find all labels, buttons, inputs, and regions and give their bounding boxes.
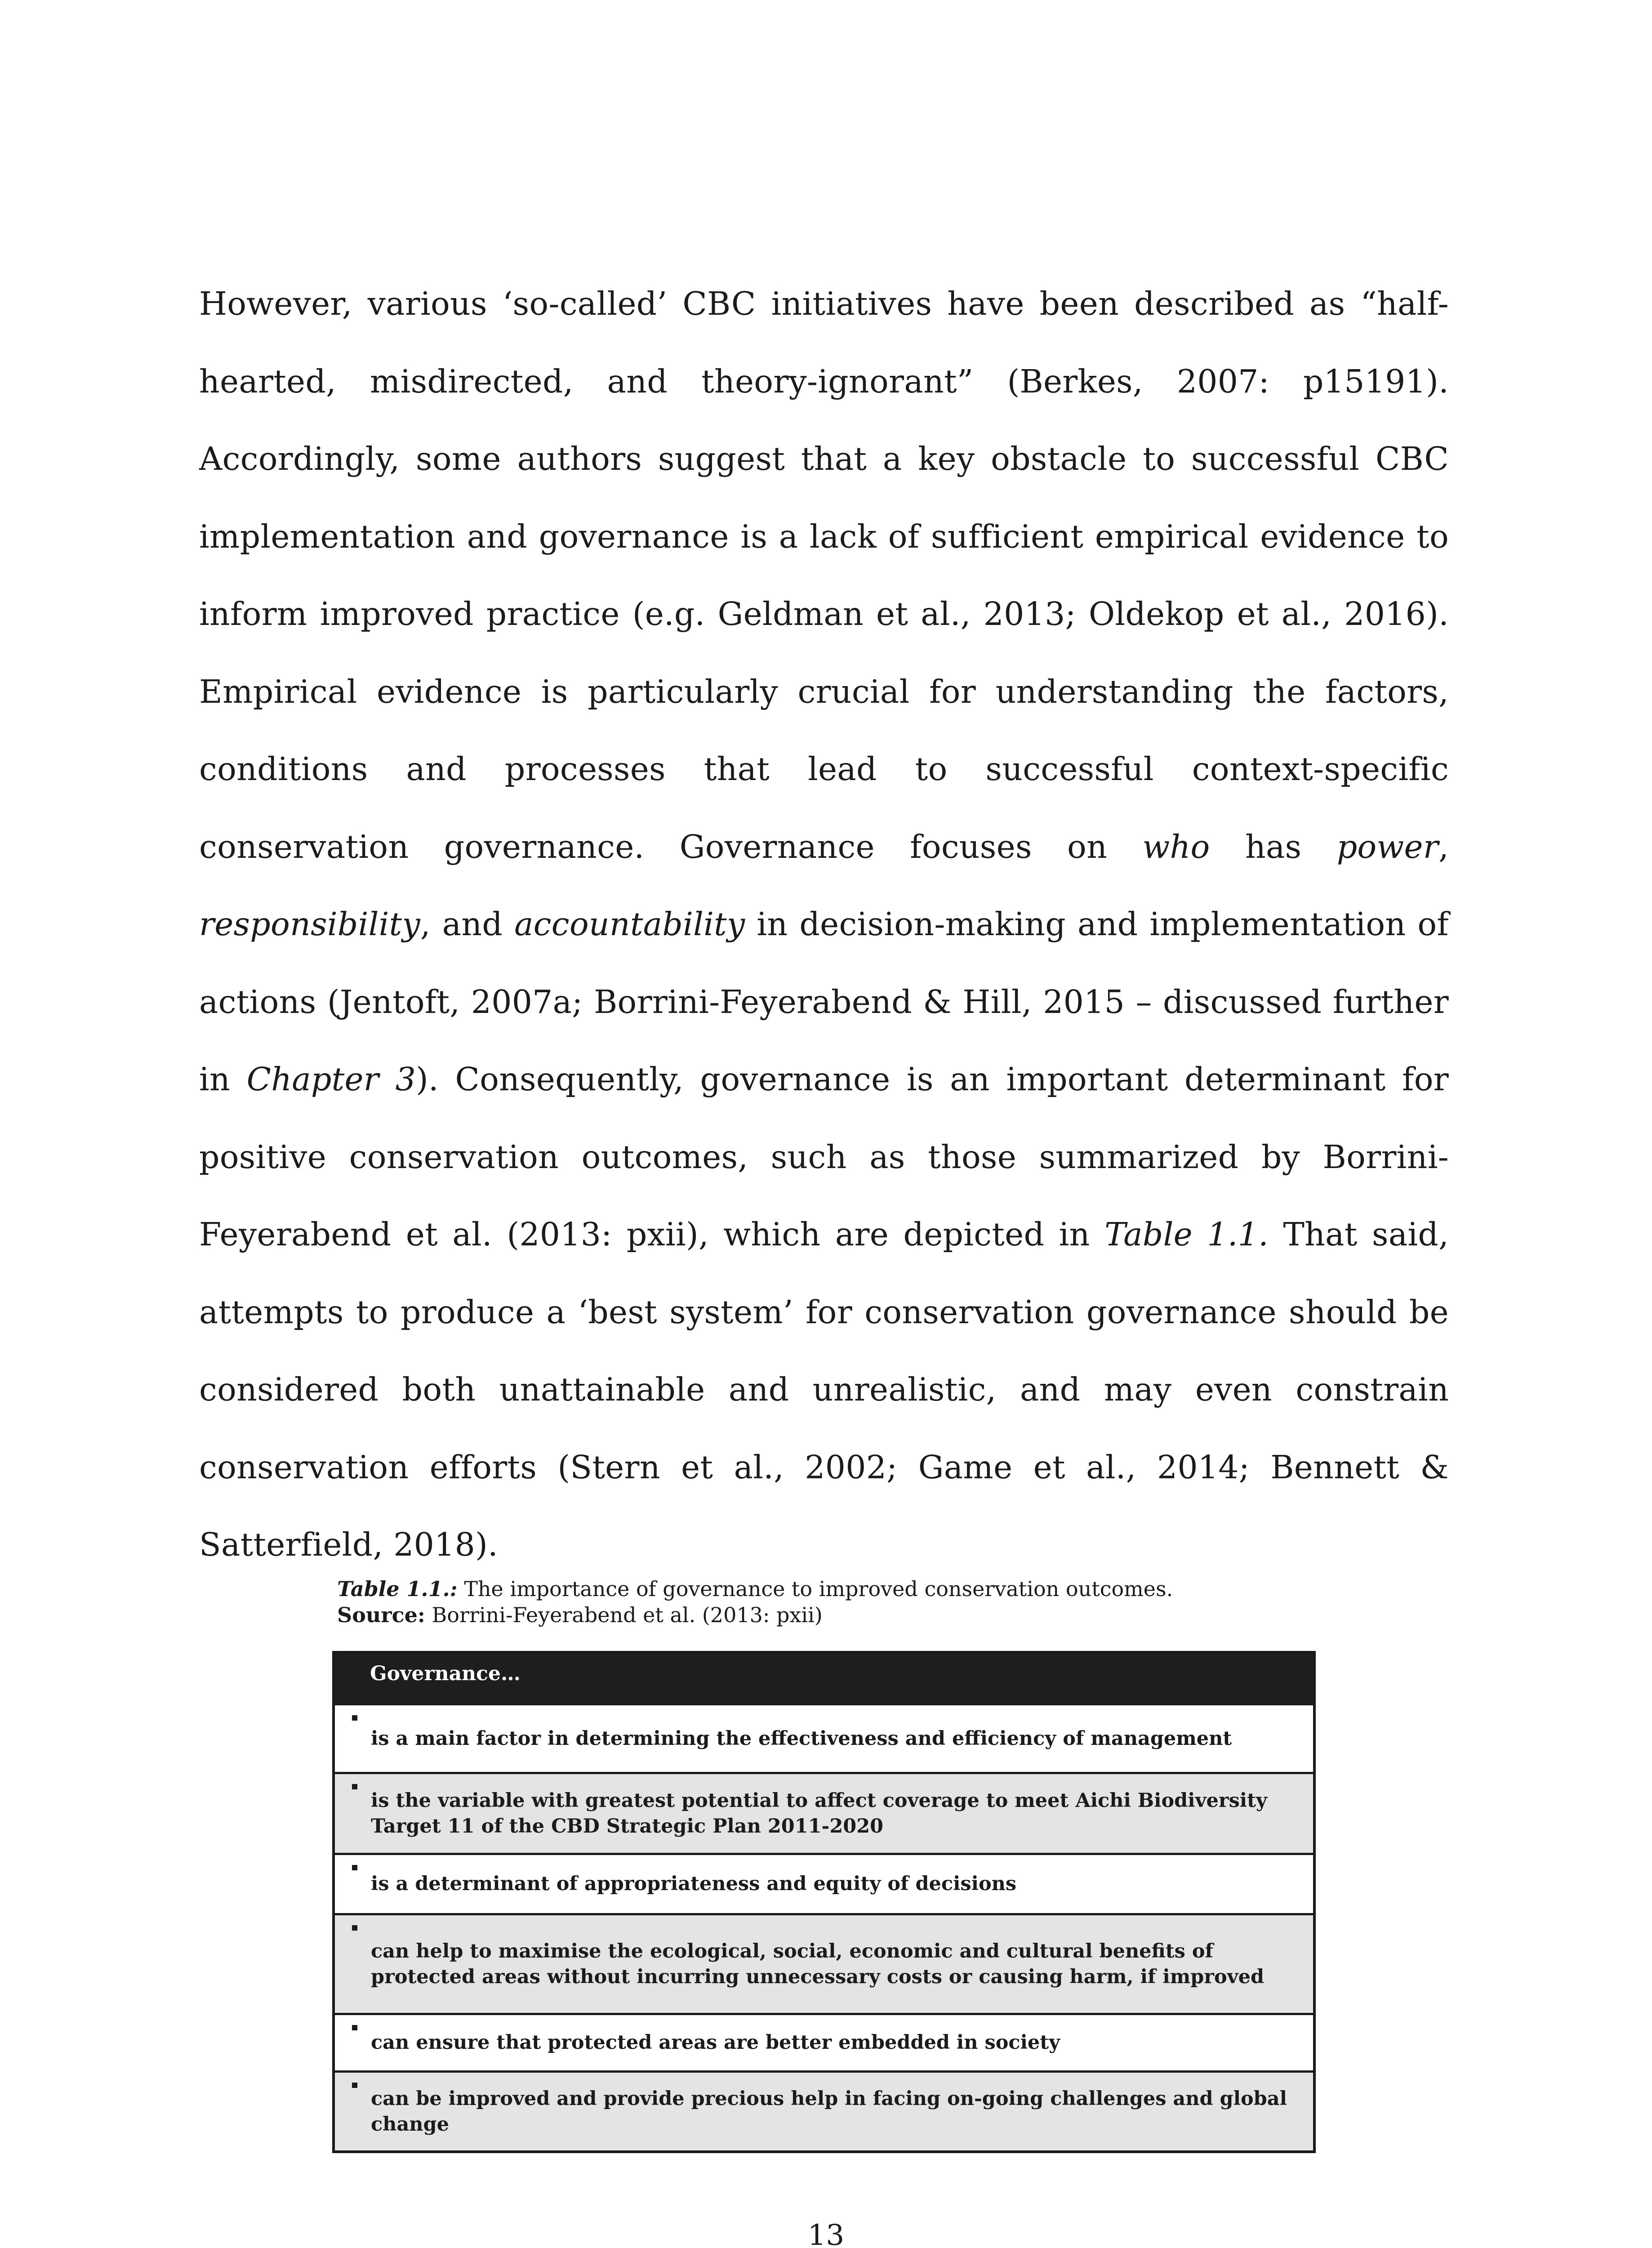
source-text: Borrini-Feyerabend et al. (2013: pxii)	[425, 1603, 823, 1627]
caption-label: Table 1.1.:	[337, 1577, 458, 1601]
body-text-2: has	[1210, 828, 1337, 865]
row-text: can be improved and provide precious help in facing on-going challenges and global change	[371, 2087, 1287, 2136]
table-row	[335, 1703, 1313, 1772]
row-text: is a main factor in determining the effectiveness and efficiency of management	[371, 1727, 1232, 1750]
table-caption	[337, 1576, 1371, 1628]
bullet-icon	[352, 1715, 357, 1721]
table-row	[335, 1913, 1313, 2013]
body-text-4: , and	[420, 905, 515, 943]
bullet-icon	[352, 1925, 357, 1931]
chapter-reference: Chapter 3	[246, 1061, 416, 1098]
table-row	[335, 1853, 1313, 1913]
row-text: is a determinant of appropriateness and equity of decisions	[371, 1873, 1017, 1895]
body-text-6: ). Consequently, governance is an important determinant for positive conservation outcomes, such as those summarized by Borrini-Feyerabend et al. (2013: pxii), which are depicted in	[199, 1061, 1449, 1253]
emphasis-power: power	[1336, 828, 1439, 865]
caption-title-line	[337, 1576, 1371, 1602]
table-reference: Table 1.1.	[1104, 1216, 1269, 1253]
row-text: can ensure that protected areas are better embedded in society	[371, 2031, 1060, 2054]
table-row	[335, 2070, 1313, 2150]
body-text-7: That said, attempts to produce a ‘best system’ for conservation governance should be considered both unattainable and unrealistic, and may even constrain conservation efforts (Stern et al., 2002; Game et al., 2014; Bennett & Satterfield, 2018).	[199, 1216, 1449, 1563]
bullet-icon	[352, 2025, 357, 2030]
body-text-3: ,	[1438, 828, 1449, 865]
body-text-5: in decision-making and implementation of actions (Jentoft, 2007a; Borrini-Feyerabend & Hill, 2015 – discussed further in	[199, 905, 1449, 1098]
bullet-icon	[352, 1784, 357, 1789]
table-row	[335, 2013, 1313, 2070]
body-text-1: However, various ‘so-called’ CBC initiatives have been described as “half-hearted, misdirected, and theory-ignorant” (Berkes, 2007: p15191). Accordingly, some authors suggest that a key obstacle to successful CBC implementation and governance is a lack of sufficient empirical evidence to inform improved practice (e.g. Geldman et al., 2013; Oldekop et al., 2016). Empirical evidence is particularly crucial for understanding the factors, conditions and processes that lead to successful context-specific conservation governance. Governance focuses on	[199, 285, 1449, 865]
page-number: 13	[807, 2219, 845, 2248]
table-row	[335, 1772, 1313, 1853]
emphasis-who: who	[1142, 828, 1210, 865]
table-header: Governance…	[335, 1654, 1313, 1703]
bullet-icon	[352, 1865, 357, 1870]
governance-table	[332, 1651, 1316, 2153]
source-label: Source:	[337, 1603, 425, 1627]
emphasis-accountability: accountability	[514, 905, 745, 943]
caption-title: The importance of governance to improved conservation outcomes.	[457, 1577, 1173, 1601]
bullet-icon	[352, 2083, 357, 2088]
caption-source-line	[337, 1602, 1371, 1628]
paragraph	[199, 265, 1449, 1584]
body-paragraph	[199, 265, 1449, 1584]
row-text: can help to maximise the ecological, social, economic and cultural benefits of protected areas without incurring unnecessary costs or causing harm, if improved	[371, 1940, 1265, 1988]
row-text: is the variable with greatest potential to affect coverage to meet Aichi Biodiversity Target 11 of the CBD Strategic Plan 2011-2020	[371, 1789, 1267, 1838]
emphasis-responsibility: responsibility	[199, 905, 420, 943]
